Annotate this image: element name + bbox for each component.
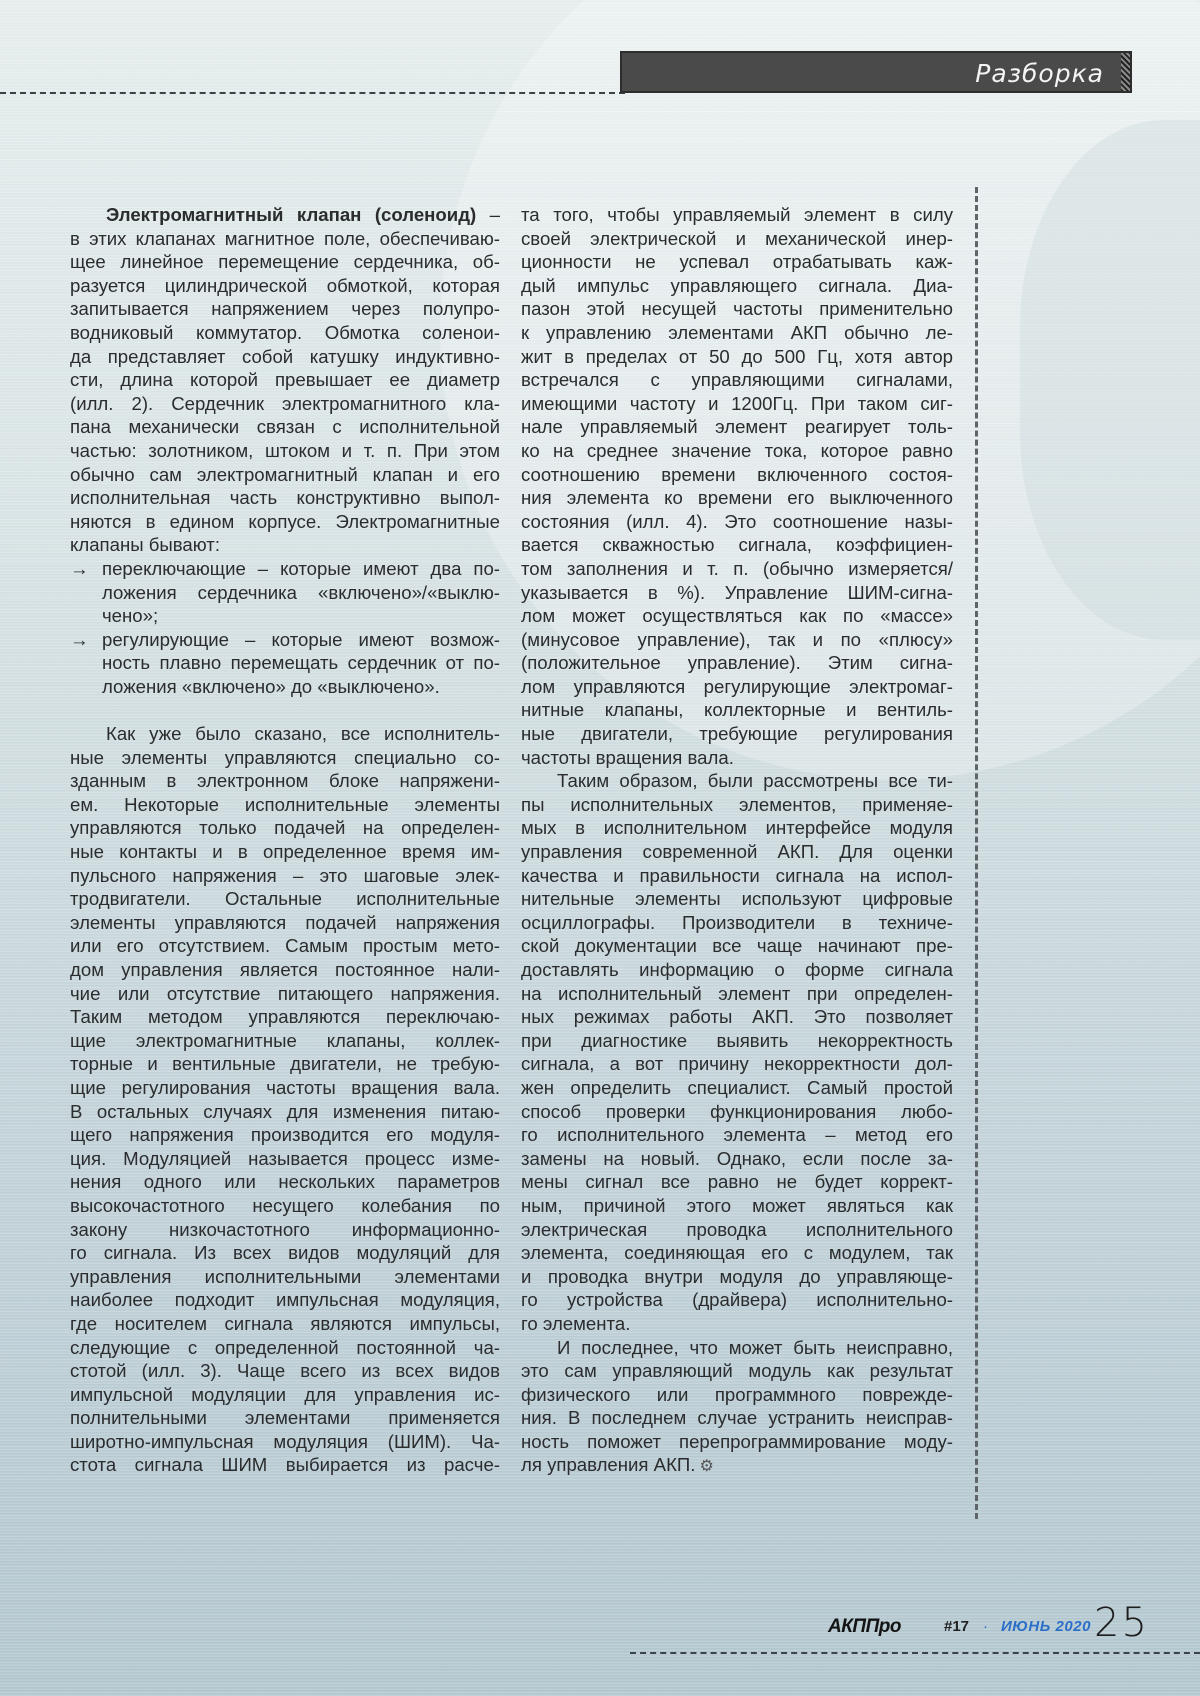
- text-line: Таким образом, были рассмотрены все ти-: [557, 770, 953, 792]
- text-line: широтно-импульсная модуляция (ШИМ). Ча-: [70, 1430, 500, 1452]
- text-line: своей электрической и механической инер-: [521, 227, 953, 249]
- text-line: водниковый коммутатор. Обмотка соленои-: [70, 321, 500, 343]
- section-header-bar: [620, 51, 1132, 93]
- text-line: мых в исполнительном интерфейсе модуля: [521, 817, 953, 839]
- bullet-item-line: [70, 628, 500, 652]
- bullet-text: ложения «включено» до «выключено».: [102, 675, 440, 697]
- text-line: следующие с определенной постоянной ча-: [70, 1336, 500, 1358]
- text-line: состояния (илл. 4). Это соотношение назы-: [521, 510, 953, 532]
- left-column: [70, 203, 500, 1477]
- text-line: управления исполнительными элементами: [70, 1265, 500, 1287]
- text-line: пана механически связан с исполнительной: [70, 416, 500, 438]
- text-line: (минусовое управление), так и по «плюсу»: [521, 628, 953, 650]
- bullet-item-line: [70, 651, 500, 675]
- text-line: Как уже было сказано, все исполнитель-: [106, 723, 500, 745]
- text-line: дом управления является постоянное нали-: [70, 959, 500, 980]
- text-line: щие регулирования частоты вращения вала.: [70, 1076, 500, 1098]
- text-line: го элемента.: [521, 1312, 631, 1334]
- text-line: запитывается напряжением через полупро-: [70, 298, 500, 320]
- text-line: ность поможет перепрограммирование моду-: [521, 1430, 953, 1452]
- text-line: пазон этой несущей частоты применительно: [521, 298, 953, 320]
- text-line: импульсной модуляции для управления ис-: [70, 1383, 500, 1405]
- bullet-text: регулирующие – которые имеют возмож-: [102, 628, 500, 650]
- text-line: где носителем сигнала являются импульсы,: [70, 1312, 500, 1334]
- text-line: качества и правильности сигнала на испол-: [521, 864, 953, 886]
- text-line: да представляет собой катушку индуктивно-: [70, 345, 500, 367]
- text-line: и проводка внутри модуля до управляюще-: [521, 1265, 953, 1287]
- text-line: ционности не успевал отрабатывать каж-: [521, 251, 953, 273]
- bullet-item-line: [70, 675, 500, 699]
- text-line: доставлять информацию о форме сигнала: [521, 959, 953, 980]
- text-line: нительные элементы используют цифровые: [521, 888, 953, 910]
- text-line: элемента, соединяющая его с модулем, так: [521, 1242, 953, 1264]
- text-line: обычно сам электромагнитный клапан и его: [70, 463, 500, 485]
- text-line: наиболее подходит импульсная модуляция,: [70, 1289, 500, 1311]
- text-line: закону низкочастотного информационно-: [70, 1218, 500, 1240]
- column-dashed-divider: [975, 187, 978, 1519]
- text-line: в этих клапанах магнитное поле, обеспечиваю-: [70, 227, 500, 249]
- right-column: [521, 203, 953, 1477]
- text-line: ция. Модуляцией называется процесс изме-: [70, 1147, 500, 1169]
- text-line: Таким методом управляются переключаю-: [70, 1006, 500, 1028]
- text-line: (положительное управление). Этим сигна-: [521, 652, 953, 674]
- text-line: управляются только подачей на определен-: [70, 817, 500, 839]
- text-line: (илл. 2). Сердечник электромагнитного кла-: [70, 392, 500, 414]
- text-line: щего напряжения производится его модуля-: [70, 1124, 500, 1146]
- section-bar-hatch: [1121, 53, 1130, 91]
- term-heading: Электромагнитный клапан (соленоид): [106, 204, 477, 225]
- text-line: дый импульс управляющего сигнала. Диа-: [521, 274, 953, 296]
- gear-icon: ⚙: [699, 1458, 714, 1476]
- text-line: электрическая проводка исполнительного: [521, 1218, 953, 1240]
- text-line: ные элементы управляются специально со-: [70, 746, 500, 768]
- text-line: лом может осуществляться как по «массе»: [521, 605, 953, 627]
- text-line: стота сигнала ШИМ выбирается из расче-: [70, 1454, 500, 1476]
- text-line: ния элемента ко времени его выключенного: [521, 487, 953, 509]
- text-line: няются в едином корпусе. Электромагнитные: [70, 510, 500, 532]
- text-line: ния. В последнем случае устранить неисправ-: [521, 1407, 953, 1429]
- text-line: осциллографы. Производители в техниче-: [521, 911, 953, 933]
- text-line: частоты вращения вала.: [521, 746, 734, 768]
- text-line: тродвигатели. Остальные исполнительные: [70, 888, 500, 910]
- text-line: встречался с управляющими сигналами,: [521, 369, 953, 391]
- text-line: нитные клапаны, коллекторные и вентиль-: [521, 699, 953, 721]
- text-line: пульсного напряжения – это шаговые элек-: [70, 864, 500, 886]
- bullet-item-line: [70, 581, 500, 605]
- text-line: ко на среднее значение тока, которое равно: [521, 439, 953, 461]
- bullet-text: переключающие – которые имеют два по-: [102, 557, 500, 579]
- text-line: управления современной АКП. Для оценки: [521, 841, 953, 863]
- text-line: щие электромагнитные клапаны, коллек-: [70, 1029, 500, 1051]
- page-number: 25: [1094, 1600, 1149, 1646]
- text-line: ные контакты и в определенное время им-: [70, 841, 500, 863]
- text-line: щее линейное перемещение сердечника, об-: [70, 251, 500, 273]
- text-line: вается скважностью сигнала, коэффициен-: [521, 534, 953, 556]
- lead-line: [70, 203, 500, 227]
- text-line: го устройства (драйвера) исполнительно-: [521, 1289, 953, 1311]
- text-line: или его отсутствием. Самым простым мето-: [70, 935, 500, 957]
- text-line: нения одного или нескольких параметров: [70, 1171, 500, 1193]
- text-line: соотношению времени включенного состоя-: [521, 463, 953, 485]
- bullet-item-line: [70, 604, 500, 628]
- footer-separator: ·: [983, 1618, 988, 1635]
- text-line: частью: золотником, штоком и т. п. При этом: [70, 439, 500, 461]
- text-line: к управлению элементами АКП обычно ле-: [521, 321, 953, 343]
- text-line: лом управляются регулирующие электромаг-: [521, 675, 953, 697]
- bullet-text: ложения сердечника «включено»/«выклю-: [102, 581, 500, 603]
- magazine-logo: АКППро: [828, 1616, 901, 1637]
- paragraph-gap: [70, 698, 500, 722]
- term-dash: –: [476, 204, 500, 225]
- text-line: жит в пределах от 50 до 500 Гц, хотя автор: [521, 345, 953, 367]
- text-line: том заполнения и т. п. (обычно измеряется/: [521, 557, 953, 579]
- issue-date: ИЮНЬ 2020: [1001, 1618, 1091, 1635]
- text-line: нале управляемый элемент реагирует толь-: [521, 416, 953, 438]
- header-dashed-rule: [0, 92, 625, 94]
- text-line: ем. Некоторые исполнительные элементы: [70, 793, 500, 815]
- text-line: способ проверки функционирования любо-: [521, 1100, 953, 1122]
- text-line: сти, длина которой превышает ее диаметр: [70, 369, 500, 391]
- text-line: при диагностике выявить некорректность: [521, 1029, 953, 1051]
- text-line: ской документации все чаще начинают пре-: [521, 935, 953, 957]
- text-line: указывается в %). Управление ШИМ-сигна-: [521, 581, 953, 603]
- arrow-bullet-icon: →: [70, 628, 89, 650]
- text-line: И последнее, что может быть неисправно,: [557, 1336, 953, 1358]
- text-line: на исполнительный элемент при определен-: [521, 982, 953, 1004]
- bullet-text: ность плавно перемещать сердечник от по-: [102, 652, 500, 674]
- text-line: ным, причиной этого может являться как: [521, 1194, 953, 1216]
- bullet-text: чено»;: [102, 605, 159, 627]
- text-line: клапаны бывают:: [70, 534, 220, 556]
- text-line: это сам управляющий модуль как результат: [521, 1360, 953, 1382]
- text-line: го исполнительного элемента – метод его: [521, 1124, 953, 1146]
- text-line: жен определить специалист. Самый простой: [521, 1076, 953, 1098]
- text-line: зданным в электронном блоке напряжени-: [70, 770, 500, 792]
- text-line: пы исполнительных элементов, применяе-: [521, 793, 953, 815]
- text-line: стотой (илл. 3). Чаще всего из всех видов: [70, 1360, 500, 1382]
- text-line-content: ля управления АКП.: [521, 1454, 696, 1476]
- bullet-item-line: [70, 557, 500, 581]
- footer-dashed-rule: [630, 1652, 1200, 1654]
- text-line: сигнала, а вот причину некорректности дол-: [521, 1053, 953, 1075]
- text-line: ных режимах работы АКП. Это позволяет: [521, 1006, 953, 1028]
- text-line: В остальных случаях для изменения питаю-: [70, 1100, 500, 1122]
- text-line: [521, 1453, 953, 1477]
- text-line: физического или программного поврежде-: [521, 1383, 953, 1405]
- text-line: чие или отсутствие питающего напряжения.: [70, 982, 500, 1004]
- text-line: имеющими частоту и 1200Гц. При таком сиг-: [521, 392, 953, 414]
- text-line: го сигнала. Из всех видов модуляций для: [70, 1242, 500, 1264]
- text-line: замены на новый. Однако, если после за-: [521, 1147, 953, 1169]
- text-line: мены сигнал все равно не будет коррект-: [521, 1171, 953, 1193]
- text-line: полнительными элементами применяется: [70, 1407, 500, 1429]
- text-line: исполнительная часть конструктивно выпол-: [70, 487, 500, 509]
- arrow-bullet-icon: →: [70, 557, 89, 579]
- text-line: высокочастотного несущего колебания по: [70, 1194, 500, 1216]
- text-line: элементы управляются подачей напряжения: [70, 911, 500, 933]
- text-line: ные двигатели, требующие регулирования: [521, 723, 953, 745]
- section-title: Разборка: [975, 59, 1104, 88]
- text-line: разуется цилиндрической обмоткой, которая: [70, 274, 500, 296]
- text-line: торные и вентильные двигатели, не требую-: [70, 1053, 500, 1075]
- text-line: та того, чтобы управляемый элемент в силу: [521, 204, 953, 225]
- issue-number: #17: [944, 1618, 970, 1635]
